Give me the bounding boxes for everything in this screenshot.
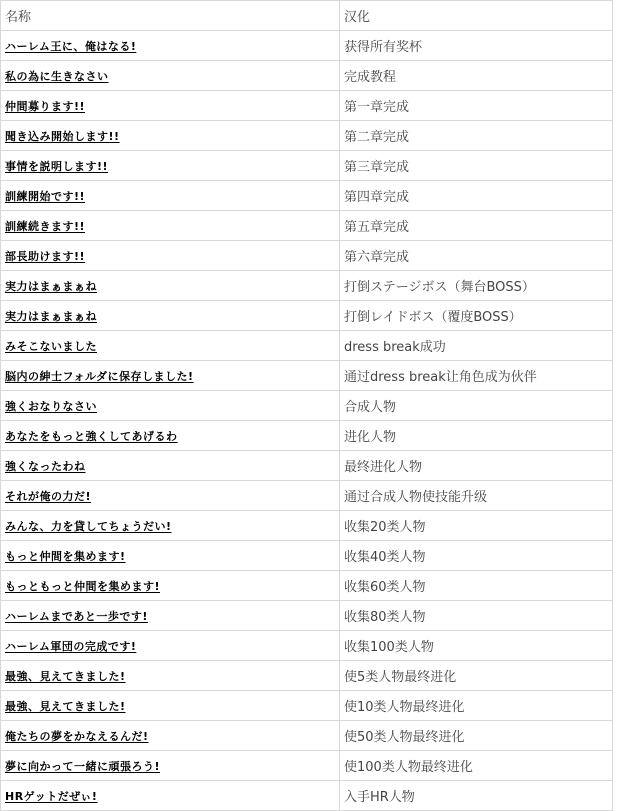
trophy-name: 訓練開始です!! — [1, 181, 340, 211]
table-row — [1, 331, 613, 361]
table-row — [1, 481, 613, 511]
trophy-translation: 合成人物 — [340, 391, 613, 421]
table-row — [1, 211, 613, 241]
trophy-translation: 完成教程 — [340, 61, 613, 91]
table-row — [1, 271, 613, 301]
table-row — [1, 601, 613, 631]
trophy-name: あなたをもっと強くしてあげるわ — [1, 421, 340, 451]
trophy-translation: 打倒ステージボス（舞台BOSS） — [340, 271, 613, 301]
trophy-name: 仲間募ります!! — [1, 91, 340, 121]
trophy-name: 実力はまぁまぁね — [1, 271, 340, 301]
table-row — [1, 751, 613, 781]
trophy-translation: 第四章完成 — [340, 181, 613, 211]
trophy-name: みんな、力を貸してちょうだい! — [1, 511, 340, 541]
table-row — [1, 361, 613, 391]
header-name: 名称 — [1, 1, 340, 31]
trophy-translation: 获得所有奖杯 — [340, 31, 613, 61]
trophy-name: もっともっと仲間を集めます! — [1, 571, 340, 601]
trophy-translation: 收集60类人物 — [340, 571, 613, 601]
trophy-translation: 第六章完成 — [340, 241, 613, 271]
trophy-translation: 收集40类人物 — [340, 541, 613, 571]
table-row — [1, 631, 613, 661]
trophy-translation: 收集20类人物 — [340, 511, 613, 541]
trophy-name: 強くなったわね — [1, 451, 340, 481]
table-row — [1, 121, 613, 151]
trophy-translation: 入手HR人物 — [340, 781, 613, 811]
trophy-translation: 进化人物 — [340, 421, 613, 451]
trophy-name: 事情を説明します!! — [1, 151, 340, 181]
trophy-name: 訓練続きます!! — [1, 211, 340, 241]
table-row — [1, 391, 613, 421]
table-row — [1, 781, 613, 811]
trophy-name: それが俺の力だ! — [1, 481, 340, 511]
trophy-name: 部長助けます!! — [1, 241, 340, 271]
trophy-name: 夢に向かって一緒に頑張ろう! — [1, 751, 340, 781]
trophy-name: ハーレムまであと一歩です! — [1, 601, 340, 631]
table-header-row — [1, 1, 613, 31]
table-row — [1, 61, 613, 91]
table-row — [1, 91, 613, 121]
trophy-translation: 第一章完成 — [340, 91, 613, 121]
trophy-translation: 通过合成人物使技能升级 — [340, 481, 613, 511]
trophy-name: HRゲットだぜぃ! — [1, 781, 340, 811]
trophy-translation: 使5类人物最终进化 — [340, 661, 613, 691]
trophy-translation: 最终进化人物 — [340, 451, 613, 481]
table-row — [1, 571, 613, 601]
trophy-name: みそこないました — [1, 331, 340, 361]
trophy-name: 聞き込み開始します!! — [1, 121, 340, 151]
table-row — [1, 31, 613, 61]
table-row — [1, 151, 613, 181]
table-row — [1, 181, 613, 211]
table-row — [1, 661, 613, 691]
trophy-name: 脳内の紳士フォルダに保存しました! — [1, 361, 340, 391]
trophy-name: 私の為に生きなさい — [1, 61, 340, 91]
trophy-name: ハーレム軍団の完成です! — [1, 631, 340, 661]
trophy-name: 実力はまぁまぁね — [1, 301, 340, 331]
trophy-translation: 使100类人物最终进化 — [340, 751, 613, 781]
trophy-translation: 第二章完成 — [340, 121, 613, 151]
table-row — [1, 541, 613, 571]
table-row — [1, 721, 613, 751]
trophy-translation: 通过dress break让角色成为伙伴 — [340, 361, 613, 391]
trophy-translation: dress break成功 — [340, 331, 613, 361]
trophy-name: 強くおなりなさい — [1, 391, 340, 421]
trophy-name: 最強、見えてきました! — [1, 661, 340, 691]
trophy-name: もっと仲間を集めます! — [1, 541, 340, 571]
trophy-name: 最強、見えてきました! — [1, 691, 340, 721]
table-row — [1, 241, 613, 271]
table-row — [1, 691, 613, 721]
trophy-translation: 第三章完成 — [340, 151, 613, 181]
table-row — [1, 451, 613, 481]
table-row — [1, 511, 613, 541]
trophy-name: ハーレム王に、俺はなる! — [1, 31, 340, 61]
trophy-translation: 第五章完成 — [340, 211, 613, 241]
table-row — [1, 301, 613, 331]
trophy-translation: 使50类人物最终进化 — [340, 721, 613, 751]
trophy-name: 俺たちの夢をかなえるんだ! — [1, 721, 340, 751]
header-translation: 汉化 — [340, 1, 613, 31]
table-row — [1, 421, 613, 451]
trophy-translation: 收集80类人物 — [340, 601, 613, 631]
trophy-translation: 打倒レイドボス（覆度BOSS） — [340, 301, 613, 331]
trophy-translation: 收集100类人物 — [340, 631, 613, 661]
trophy-translation: 使10类人物最终进化 — [340, 691, 613, 721]
